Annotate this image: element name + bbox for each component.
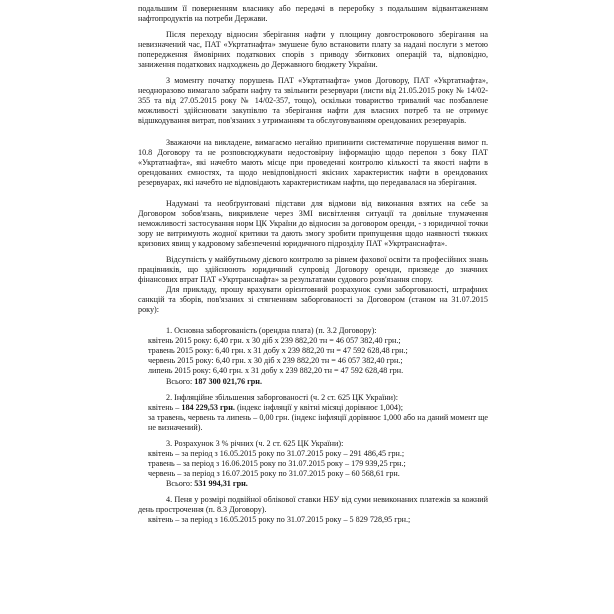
paragraph-control: Відсутність у майбутньому дієвого контролю за рівнем фахової освіти та професійних знань працівників, що здійснюють юридичний супровід Договору оренди, призведе до значних фінансових втрат ПАТ «Укртранснафта» за результатами судового розв'язання спору.	[138, 254, 488, 285]
inflation-april-label: квітень –	[148, 402, 182, 412]
inflation-april	[138, 403, 488, 413]
total-value: 187 300 021,76 грн.	[194, 376, 263, 386]
total-value-3: 531 994,31 грн.	[194, 478, 248, 488]
paragraph-demands: З моменту початку порушень ПАТ «Укртатнафта» умов Договору, ПАТ «Укртатнафта», неодноразово вимагало забрати нафту та звільнити резервуари (листи від 21.05.2015 року № 14/02-355 та від 27.05.2015 року № 14/02-357, тощо), оскільки товариство тривалий час позбавлене можливості здійснювати закупівлю та зберігання нафти для власних потреб та не отримує відшкодування витрат, пов'язаних з утриманням та обслуговуванням орендованих резервуарів.	[138, 76, 488, 126]
paragraph-storage: Після переходу відносин зберігання нафти у площину довгострокового зберігання на невизначений час, ПАТ «Укртатнафта» змушене було встановити плату за надані послуги з метою попередження ймовірних податкових спорів з приводу збиткових операцій та, відповідно, заниження податкових надходжень до Державного бюджету України.	[138, 30, 488, 70]
total-label-3: Всього:	[166, 478, 195, 488]
total-label: Всього:	[166, 376, 195, 386]
paragraph-requirement: Зважаючи на викладене, вимагаємо негайно припинити систематичне порушення вимог п. 10.8 Договору та не розповсюджувати недостовірну інформацію щодо перепон з боку ПАТ «Укртатнафта», які начебто мають місце при проведенні контролю кількості та якості нафти в орендованих ємностях, та щодо невідповідності якісних характеристик нафти в орендованих резервуарах, які начебто не відповідають характеристикам нафти, що передавалася на зберігання.	[138, 137, 488, 187]
calc-row-april: квітень 2015 року: 6,40 грн. х 30 діб х 239 882,20 тн = 46 057 382,40 грн.;	[148, 336, 401, 346]
interest-may: травень – за період з 16.06.2015 року по 31.07.2015 року – 179 939,25 грн.;	[148, 458, 406, 468]
inflation-april-value: 184 229,53 грн.	[181, 402, 235, 412]
letter-body	[138, 4, 488, 525]
section-3-heading: 3. Розрахунок 3 % річних (ч. 2 ст. 625 ЦК України):	[166, 438, 344, 448]
paragraph-calculation-intro: Для прикладу, прошу врахувати орієнтовний розрахунок суми заборгованості, штрафних санкцій та зборів, пов'язаних зі стягненням заборгованості за Договором (станом на 31.07.2015 року):	[138, 285, 488, 315]
inflation-april-note: (індекс інфляції у квітні місяці дорівнює 1,004);	[234, 402, 403, 412]
interest-june: червень – за період з 16.07.2015 року по 31.07.2015 року – 60 568,61 грн.	[148, 468, 400, 478]
section-1-total	[138, 377, 488, 387]
interest-april: квітень – за період з 16.05.2015 року по 31.07.2015 року – 291 486,45 грн.;	[148, 448, 405, 458]
inflation-rest: за травень, червень та липень – 0,00 грн. (індекс інфляції дорівнює 1,000 або на даний момент ще не визначений).	[148, 412, 488, 432]
section-3-total	[138, 479, 488, 489]
penalty-april: квітень – за період з 16.05.2015 року по 31.07.2015 року – 5 829 728,95 грн.;	[148, 515, 411, 525]
paragraph-grounds: Надумані та необґрунтовані підстави для відмови від виконання взятих на себе за Договором зобов'язань, викривлене через ЗМІ висвітлення ситуації та довільне тлумачення неможливості застосування норм ЦК України до відносин за договором оренди, - з юридичної точки зору не витримують жодної критики та дають змогу зробити припущення щодо наявності тяжких кризових явищ у кадровому забезпеченні юридичного підрозділу ПАТ «Укртранснафта».	[138, 198, 488, 248]
calc-row-july: липень 2015 року: 6,40 грн. х 31 добу х 239 882,20 тн = 47 592 628,48 грн.	[148, 366, 404, 376]
paragraph-intro-end: подальшим її поверненням власнику або передачі в переробку з подальшим відвантаженням нафтопродуктів на потреби Держави.	[138, 4, 488, 24]
section-2-heading: 2. Інфляційне збільшення заборгованості (ч. 2 ст. 625 ЦК України):	[166, 392, 398, 402]
calc-row-may: травень 2015 року: 6,40 грн. х 31 добу х 239 882,20 тн = 47 592 628,48 грн.;	[148, 346, 408, 356]
section-1-heading: 1. Основна заборгованість (орендна плата) (п. 3.2 Договору):	[166, 326, 377, 336]
section-4-heading: 4. Пеня у розмірі подвійної облікової ставки НБУ від суми невиконаних платежів за кожний день прострочення (п. 8.3 Договору).	[138, 494, 488, 515]
calc-row-june: червень 2015 року: 6,40 грн. х 30 діб х 239 882,20 тн = 46 057 382,40 грн.;	[148, 356, 403, 366]
